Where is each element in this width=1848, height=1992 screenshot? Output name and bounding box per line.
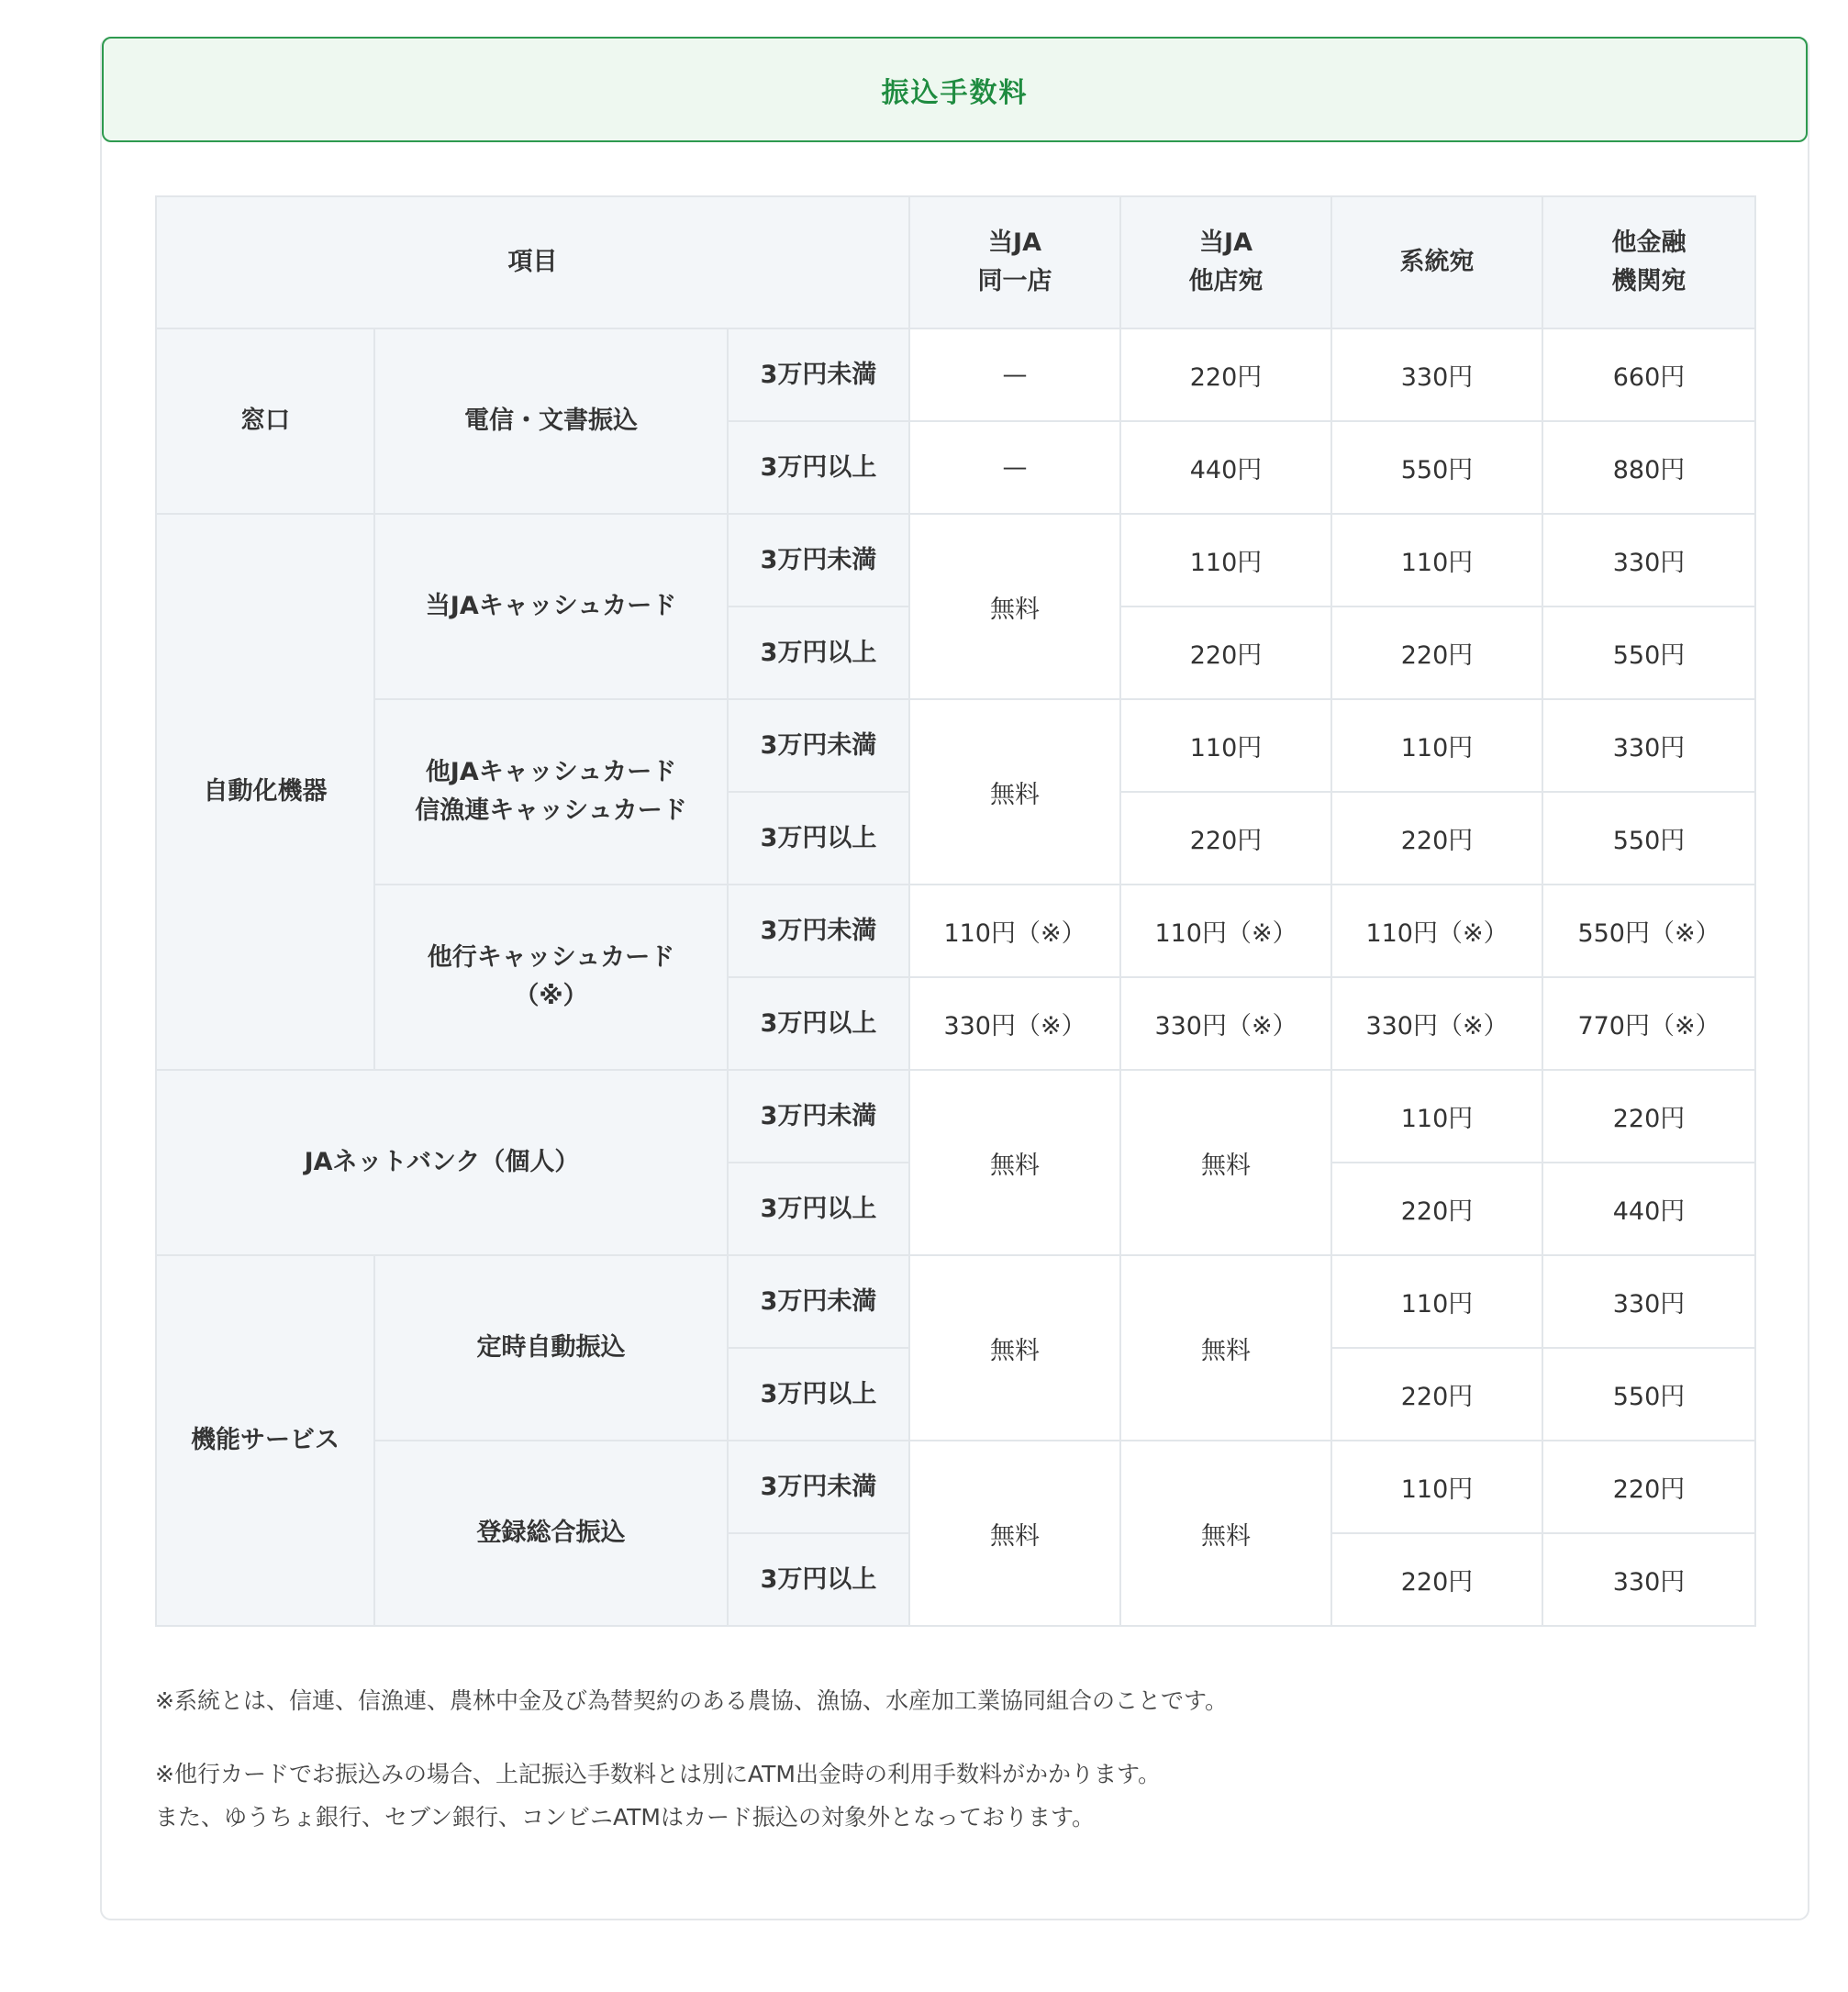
fee-cell: 220円 [1120, 792, 1331, 885]
tier-under: 3万円未満 [728, 1070, 909, 1163]
fee-cell: 110円 [1120, 699, 1331, 792]
header-keitou: 系統宛 [1331, 196, 1542, 328]
fee-cell: 330円（※） [1331, 977, 1542, 1070]
fee-cell-free: 無料 [909, 1441, 1120, 1626]
fee-cell-free: 無料 [909, 1255, 1120, 1441]
fee-cell: 660円 [1542, 328, 1755, 421]
fee-cell: 880円 [1542, 421, 1755, 514]
fee-cell: 220円 [1331, 607, 1542, 699]
fee-cell: 110円 [1331, 1070, 1542, 1163]
fee-cell: 110円 [1120, 514, 1331, 607]
fee-cell: 110円（※） [1120, 885, 1331, 977]
fee-cell: 330円 [1542, 699, 1755, 792]
tier-over: 3万円以上 [728, 977, 909, 1070]
fee-cell: 330円 [1542, 514, 1755, 607]
fee-cell: — [909, 328, 1120, 421]
fee-cell: 110円 [1331, 1255, 1542, 1348]
category-madoguchi: 窓口 [156, 328, 374, 514]
table-row [156, 1070, 1755, 1163]
tier-over: 3万円以上 [728, 421, 909, 514]
tier-under: 3万円未満 [728, 1255, 909, 1348]
tier-under: 3万円未満 [728, 1441, 909, 1533]
fee-cell-free: 無料 [1120, 1070, 1331, 1255]
tier-over: 3万円以上 [728, 1348, 909, 1441]
card-other-bank-line1: 他行キャッシュカード [427, 943, 675, 973]
category-auto: 自動化機器 [156, 514, 374, 1070]
subcategory-denshin: 電信・文書振込 [374, 328, 728, 514]
fee-cell: 220円 [1542, 1070, 1755, 1163]
subcategory-card-other-bank [374, 885, 728, 1070]
tier-under: 3万円未満 [728, 328, 909, 421]
header-row [156, 196, 1755, 328]
tier-over: 3万円以上 [728, 1163, 909, 1255]
fee-cell: 440円 [1120, 421, 1331, 514]
table-row [156, 514, 1755, 607]
category-netbank: JAネットバンク（個人） [156, 1070, 728, 1255]
fee-cell: 550円 [1331, 421, 1542, 514]
header-other-branch [1120, 196, 1331, 328]
fee-cell-free: 無料 [909, 514, 1120, 699]
fee-cell: 440円 [1542, 1163, 1755, 1255]
fee-cell: — [909, 421, 1120, 514]
fee-cell-free: 無料 [1120, 1255, 1331, 1441]
table-row [156, 885, 1755, 977]
subcategory-card-ja: 当JAキャッシュカード [374, 514, 728, 699]
header-other-bank [1542, 196, 1755, 328]
fee-cell: 110円 [1331, 514, 1542, 607]
tier-over: 3万円以上 [728, 792, 909, 885]
notes [155, 1679, 1754, 1840]
header-same-branch-line2: 同一店 [977, 267, 1052, 295]
tier-over: 3万円以上 [728, 1533, 909, 1626]
table-row [156, 1255, 1755, 1348]
header-item: 項目 [156, 196, 909, 328]
fee-cell: 110円（※） [909, 885, 1120, 977]
fee-cell: 550円（※） [1542, 885, 1755, 977]
tier-under: 3万円未満 [728, 514, 909, 607]
header-same-branch [909, 196, 1120, 328]
note-keitou: ※系統とは、信連、信漁連、農林中金及び為替契約のある農協、漁協、水産加工業協同組合のことです。 [155, 1687, 1228, 1714]
table-row [156, 699, 1755, 792]
fee-cell: 220円 [1120, 328, 1331, 421]
fee-cell: 330円（※） [909, 977, 1120, 1070]
fee-cell: 550円 [1542, 1348, 1755, 1441]
fee-cell-free: 無料 [1120, 1441, 1331, 1626]
fee-cell: 330円 [1542, 1533, 1755, 1626]
subcategory-card-other-ja [374, 699, 728, 885]
fee-cell: 330円 [1542, 1255, 1755, 1348]
panel-header [102, 37, 1808, 142]
fee-cell: 110円 [1331, 699, 1542, 792]
card-other-ja-line2: 信漁連キャッシュカード [415, 796, 687, 825]
note-excluded-atm: また、ゆうちょ銀行、セブン銀行、コンビニATMはカード振込の対象外となっております。 [155, 1804, 1096, 1831]
category-services: 機能サービス [156, 1255, 374, 1626]
header-same-branch-line1: 当JA [988, 228, 1041, 258]
note-gap [155, 1723, 1754, 1753]
subcategory-teiji: 定時自動振込 [374, 1255, 728, 1441]
fee-cell: 770円（※） [1542, 977, 1755, 1070]
header-other-bank-line2: 機関宛 [1611, 267, 1687, 295]
subcategory-touroku: 登録総合振込 [374, 1441, 728, 1626]
card-other-bank-line2: （※） [514, 982, 588, 1010]
table-row [156, 328, 1755, 421]
fee-cell: 220円 [1331, 1163, 1542, 1255]
fee-cell: 110円 [1331, 1441, 1542, 1533]
fee-cell: 330円（※） [1120, 977, 1331, 1070]
tier-under: 3万円未満 [728, 699, 909, 792]
header-other-bank-line1: 他金融 [1611, 228, 1687, 258]
fee-cell: 330円 [1331, 328, 1542, 421]
fee-cell: 110円（※） [1331, 885, 1542, 977]
tier-over: 3万円以上 [728, 607, 909, 699]
header-other-branch-line2: 他店宛 [1188, 267, 1264, 295]
fee-cell: 550円 [1542, 792, 1755, 885]
panel-title: 振込手数料 [881, 76, 1029, 109]
note-other-bank-card: ※他行カードでお振込みの場合、上記振込手数料とは別にATM出金時の利用手数料がかかります。 [155, 1760, 1161, 1787]
fee-cell: 220円 [1331, 1533, 1542, 1626]
tier-under: 3万円未満 [728, 885, 909, 977]
fee-cell: 220円 [1120, 607, 1331, 699]
card-other-ja-line1: 他JAキャッシュカード [425, 758, 677, 787]
fee-cell: 220円 [1331, 1348, 1542, 1441]
fee-cell-free: 無料 [909, 699, 1120, 885]
table-row [156, 1441, 1755, 1533]
fee-cell: 220円 [1331, 792, 1542, 885]
fee-cell: 550円 [1542, 607, 1755, 699]
fee-table [155, 195, 1756, 1627]
fee-cell: 220円 [1542, 1441, 1755, 1533]
fee-cell-free: 無料 [909, 1070, 1120, 1255]
header-other-branch-line1: 当JA [1199, 228, 1252, 258]
